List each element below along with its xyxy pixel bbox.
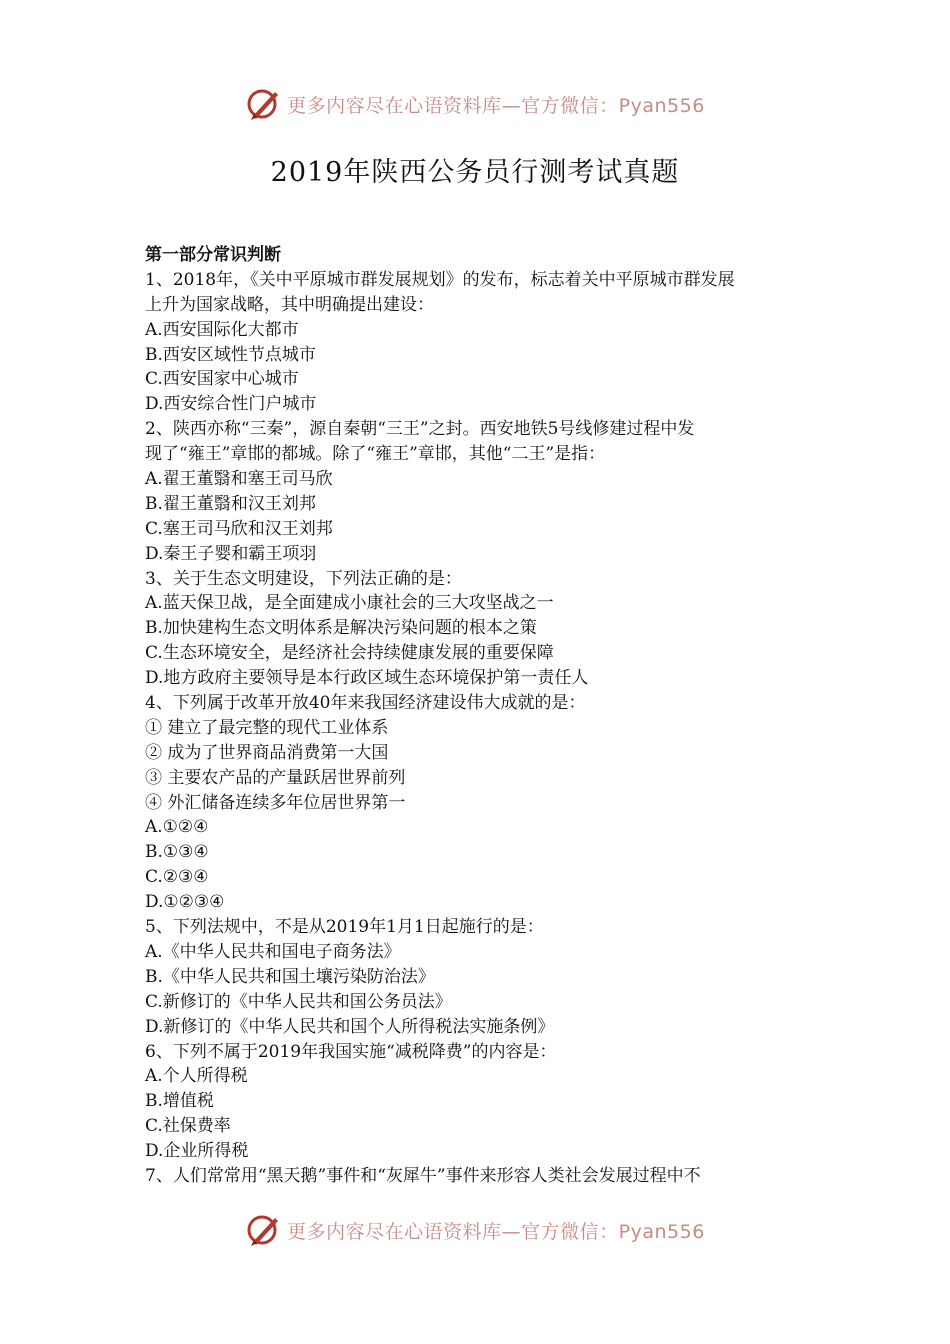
text-line: C.②③④ — [145, 867, 209, 888]
text-line: 3、关于生态文明建设，下列法正确的是： — [145, 568, 462, 589]
text-line: 7、人们常常用“黑天鹅”事件和“灰犀牛”事件来形容人类社会发展过程中不 — [145, 1165, 701, 1186]
text-line: A.①②④ — [145, 817, 209, 838]
text-line: C.西安国家中心城市 — [145, 369, 299, 390]
text-line: C.生态环境安全，是经济社会持续健康发展的重要保障 — [145, 643, 554, 664]
pen-logo-icon — [245, 1212, 281, 1248]
text-line: C.社保费率 — [145, 1116, 231, 1137]
text-line: A.个人所得税 — [145, 1066, 248, 1087]
text-line: B.加快建构生态文明体系是解决污染问题的根本之策 — [145, 618, 537, 639]
text-line: D.秦王子婴和霸王项羽 — [145, 543, 317, 564]
text-line: 上升为国家战略，其中明确提出建设： — [145, 294, 434, 315]
text-line: 1、2018年，《关中平原城市群发展规划》的发布，标志着关中平原城市群发展 — [145, 269, 735, 290]
text-line: ② 成为了世界商品消费第一大国 — [145, 742, 389, 763]
section-heading: 第一部分常识判断 — [145, 245, 281, 265]
text-line: B.《中华人民共和国土壤污染防治法》 — [145, 966, 435, 987]
text-line: D.新修订的《中华人民共和国个人所得税法实施条例》 — [145, 1016, 555, 1037]
document-body — [145, 243, 815, 1189]
text-line: B.①③④ — [145, 842, 209, 863]
text-line: ③ 主要农产品的产量跃居世界前列 — [145, 767, 406, 788]
text-line: C.新修订的《中华人民共和国公务员法》 — [145, 991, 452, 1012]
header-watermark-banner — [0, 82, 950, 126]
text-line: D.地方政府主要领导是本行政区域生态环境保护第一责任人 — [145, 668, 589, 689]
text-line: C.塞王司马欣和汉王刘邦 — [145, 518, 333, 539]
text-line: 2、陕西亦称“三秦”，源自秦朝“三王”之封。西安地铁5号线修建过程中发 — [145, 419, 695, 440]
document-title: 2019年陕西公务员行测考试真题 — [270, 157, 680, 188]
text-line: B.增值税 — [145, 1091, 214, 1112]
text-line: 现了“雍王”章邯的都城。除了“雍王”章邯，其他“二王”是指： — [145, 444, 606, 465]
text-line: 4、下列属于改革开放40年来我国经济建设伟大成就的是： — [145, 693, 586, 714]
text-line: 6、下列不属于2019年我国实施“减税降费”的内容是： — [145, 1041, 557, 1062]
text-line: ④ 外汇储备连续多年位居世界第一 — [145, 792, 406, 813]
question-lines — [145, 268, 815, 1189]
watermark-text: 更多内容尽在心语资料库—官方微信：Pyan556 — [287, 1220, 705, 1243]
text-line: D.西安综合性门户城市 — [145, 394, 317, 415]
text-line: B.翟王董翳和汉王刘邦 — [145, 493, 316, 514]
text-line: A.蓝天保卫战，是全面建成小康社会的三大攻坚战之一 — [145, 593, 554, 614]
text-line: 5、下列法规中，不是从2019年1月1日起施行的是： — [145, 917, 544, 938]
text-line: A.翟王董翳和塞王司马欣 — [145, 469, 333, 490]
watermark-text: 更多内容尽在心语资料库—官方微信：Pyan556 — [287, 94, 705, 117]
text-line: B.西安区域性节点城市 — [145, 344, 316, 365]
text-line: A.《中华人民共和国电子商务法》 — [145, 941, 401, 962]
text-line: D.①②③④ — [145, 892, 225, 913]
footer-watermark-banner — [0, 1208, 950, 1252]
text-line: ① 建立了最完整的现代工业体系 — [145, 717, 389, 738]
pen-logo-icon — [245, 86, 281, 122]
text-line: D.企业所得税 — [145, 1141, 249, 1162]
text-line: A.西安国际化大都市 — [145, 319, 299, 340]
